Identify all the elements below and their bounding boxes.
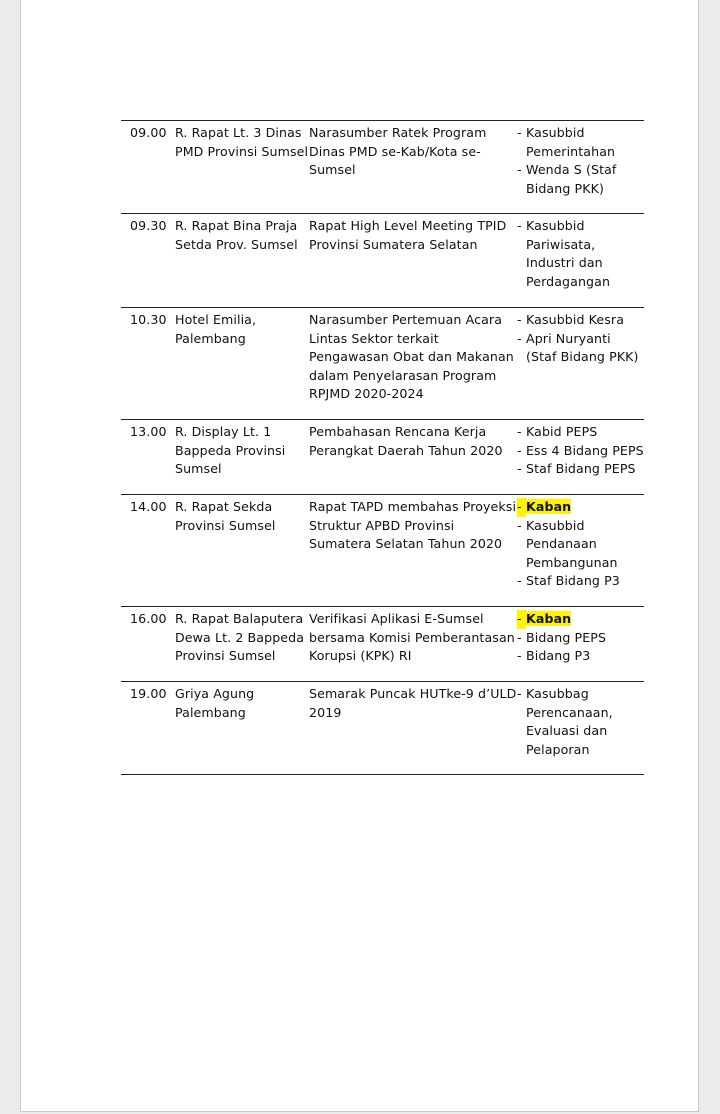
attendee-item: - Kasubbid Pemerintahan xyxy=(517,124,644,161)
attendees-cell xyxy=(517,685,644,759)
highlighted-attendee: Kaban xyxy=(526,611,572,626)
attendees-cell xyxy=(517,423,644,479)
attendee-list xyxy=(517,685,644,759)
place-cell: R. Rapat Lt. 3 Dinas PMD Provinsi Sumsel xyxy=(175,125,309,159)
attendee-item: - Kasubbag Perencanaan, Evaluasi dan Pelaporan xyxy=(517,685,644,759)
time-cell: 09.30 xyxy=(130,218,167,233)
attendee-item-highlighted xyxy=(517,498,644,517)
schedule-row xyxy=(121,420,644,495)
attendee-item: - Staf Bidang PEPS xyxy=(517,460,644,479)
attendee-item: - Apri Nuryanti (Staf Bidang PKK) xyxy=(517,330,644,367)
schedule-row xyxy=(121,495,644,607)
time-cell: 13.00 xyxy=(130,424,167,439)
attendees-cell xyxy=(517,498,644,591)
activity-cell: Rapat High Level Meeting TPID Provinsi Sumatera Selatan xyxy=(309,218,507,252)
attendee-item: - Staf Bidang P3 xyxy=(517,572,644,591)
place-cell: Griya Agung Palembang xyxy=(175,686,255,720)
place-cell: R. Display Lt. 1 Bappeda Provinsi Sumsel xyxy=(175,424,286,476)
attendee-list xyxy=(517,498,644,591)
activity-cell: Narasumber Ratek Program Dinas PMD se-Kab/Kota se-Sumsel xyxy=(309,125,487,177)
activity-cell: Pembahasan Rencana Kerja Perangkat Daerah Tahun 2020 xyxy=(309,424,503,458)
attendee-item: - Kabid PEPS xyxy=(517,423,644,442)
attendee-item: - Wenda S (Staf Bidang PKK) xyxy=(517,161,644,198)
time-cell: 19.00 xyxy=(130,686,167,701)
attendees-cell xyxy=(517,217,644,291)
attendee-list xyxy=(517,311,644,367)
attendee-item-highlighted xyxy=(517,610,644,629)
activity-cell: Narasumber Pertemuan Acara Lintas Sektor terkait Pengawasan Obat dan Makanan dalam Penyelarasan Program RPJMD 2020-2024 xyxy=(309,312,514,401)
attendee-item: - Kasubbid Pendanaan Pembangunan xyxy=(517,517,644,573)
attendee-item: - Bidang P3 xyxy=(517,647,644,666)
attendee-item: - Kasubbid Pariwisata, Industri dan Perdagangan xyxy=(517,217,644,291)
place-cell: Hotel Emilia, Palembang xyxy=(175,312,257,346)
attendees-cell xyxy=(517,610,644,666)
schedule-row xyxy=(121,308,644,420)
schedule-table xyxy=(121,120,644,775)
time-cell: 14.00 xyxy=(130,499,167,514)
time-cell: 10.30 xyxy=(130,312,167,327)
attendee-list xyxy=(517,423,644,479)
highlighted-attendee: Kaban xyxy=(526,499,572,514)
attendee-item: - Bidang PEPS xyxy=(517,629,644,648)
schedule-row xyxy=(121,607,644,682)
attendee-list xyxy=(517,610,644,666)
activity-cell: Rapat TAPD membahas Proyeksi Struktur APBD Provinsi Sumatera Selatan Tahun 2020 xyxy=(309,499,517,551)
attendee-list xyxy=(517,217,644,291)
place-cell: R. Rapat Balaputera Dewa Lt. 2 Bappeda Provinsi Sumsel xyxy=(175,611,305,663)
place-cell: R. Rapat Sekda Provinsi Sumsel xyxy=(175,499,276,533)
time-cell: 09.00 xyxy=(130,125,167,140)
schedule-row xyxy=(121,682,644,775)
place-cell: R. Rapat Bina Praja Setda Prov. Sumsel xyxy=(175,218,298,252)
attendees-cell xyxy=(517,311,644,367)
time-cell: 16.00 xyxy=(130,611,167,626)
attendees-cell xyxy=(517,124,644,198)
activity-cell: Verifikasi Aplikasi E-Sumsel bersama Komisi Pemberantasan Korupsi (KPK) RI xyxy=(309,611,515,663)
activity-cell: Semarak Puncak HUTke-9 d’ULD 2019 xyxy=(309,686,517,720)
attendee-list xyxy=(517,124,644,198)
document-page xyxy=(20,0,699,1112)
schedule-row xyxy=(121,214,644,308)
schedule-row xyxy=(121,121,644,214)
attendee-item: - Ess 4 Bidang PEPS xyxy=(517,442,644,461)
attendee-item: - Kasubbid Kesra xyxy=(517,311,644,330)
